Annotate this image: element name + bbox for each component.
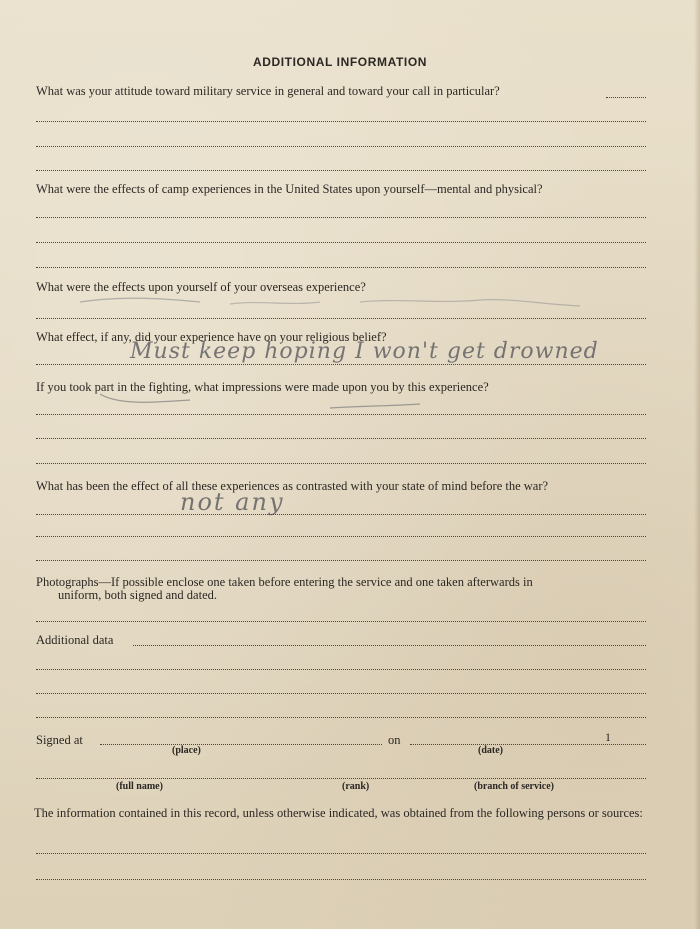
pencil-underline-marks — [100, 386, 440, 416]
answer-line[interactable] — [36, 242, 646, 243]
handwritten-answer-religious: Must keep hoping I won't get drowned — [130, 339, 599, 364]
question-military-attitude: What was your attitude toward military service in general and toward your call in particular? — [36, 84, 500, 98]
answer-line[interactable] — [36, 879, 646, 880]
answer-line[interactable] — [36, 438, 646, 439]
answer-line[interactable] — [36, 536, 646, 537]
signature-line[interactable] — [36, 778, 646, 779]
question-effect-vs-before-war: What has been the effect of all these experiences as contrasted with your state of mind before the war? — [36, 479, 549, 493]
question-overseas-experience: What were the effects upon yourself of your overseas experience? — [36, 280, 366, 294]
year-prefix: 1 — [605, 730, 611, 744]
additional-data-line[interactable] — [133, 645, 646, 646]
answer-line[interactable] — [36, 853, 646, 854]
page-edge-shadow — [694, 0, 700, 929]
answer-line[interactable] — [36, 267, 646, 268]
answer-line[interactable] — [36, 146, 646, 147]
answer-line[interactable] — [36, 514, 646, 515]
sources-statement: The information contained in this record, unless otherwise indicated, was obtained from the following persons or sources: — [34, 806, 643, 820]
handwritten-answer-effect: not any — [180, 488, 285, 516]
date-caption: (date) — [478, 745, 503, 756]
answer-line[interactable] — [36, 560, 646, 561]
page-heading: ADDITIONAL INFORMATION — [252, 55, 428, 69]
question-religious-belief: What effect, if any, did your experience have on your religious belief? — [36, 330, 387, 344]
full-name-caption: (full name) — [116, 781, 163, 792]
answer-line[interactable] — [36, 121, 646, 122]
answer-line[interactable] — [36, 170, 646, 171]
place-line[interactable] — [100, 744, 382, 745]
question-fighting-impressions: If you took part in the fighting, what impressions were made upon you by this experience? — [36, 380, 489, 394]
on-label: on — [388, 733, 401, 747]
answer-line[interactable] — [36, 717, 646, 718]
rank-caption: (rank) — [342, 781, 370, 792]
answer-line[interactable] — [36, 621, 646, 622]
answer-line[interactable] — [36, 669, 646, 670]
date-line[interactable] — [410, 744, 646, 745]
branch-caption: (branch of service) — [474, 781, 554, 792]
faint-pencil-scribble — [60, 290, 620, 320]
additional-data-label: Additional data — [36, 633, 114, 647]
place-caption: (place) — [172, 745, 201, 756]
answer-line[interactable] — [36, 364, 646, 365]
signed-at-label: Signed at — [36, 733, 83, 747]
photographs-instruction-cont: uniform, both signed and dated. — [58, 588, 217, 602]
answer-line[interactable] — [606, 97, 646, 98]
question-camp-experiences: What were the effects of camp experiences in the United States upon yourself—mental and physical? — [36, 182, 543, 196]
answer-line[interactable] — [36, 693, 646, 694]
answer-line[interactable] — [36, 463, 646, 464]
answer-line[interactable] — [36, 318, 646, 319]
photographs-instruction: Photographs—If possible enclose one taken before entering the service and one taken afterwards in — [36, 575, 533, 589]
answer-line[interactable] — [36, 414, 646, 415]
answer-line[interactable] — [36, 217, 646, 218]
